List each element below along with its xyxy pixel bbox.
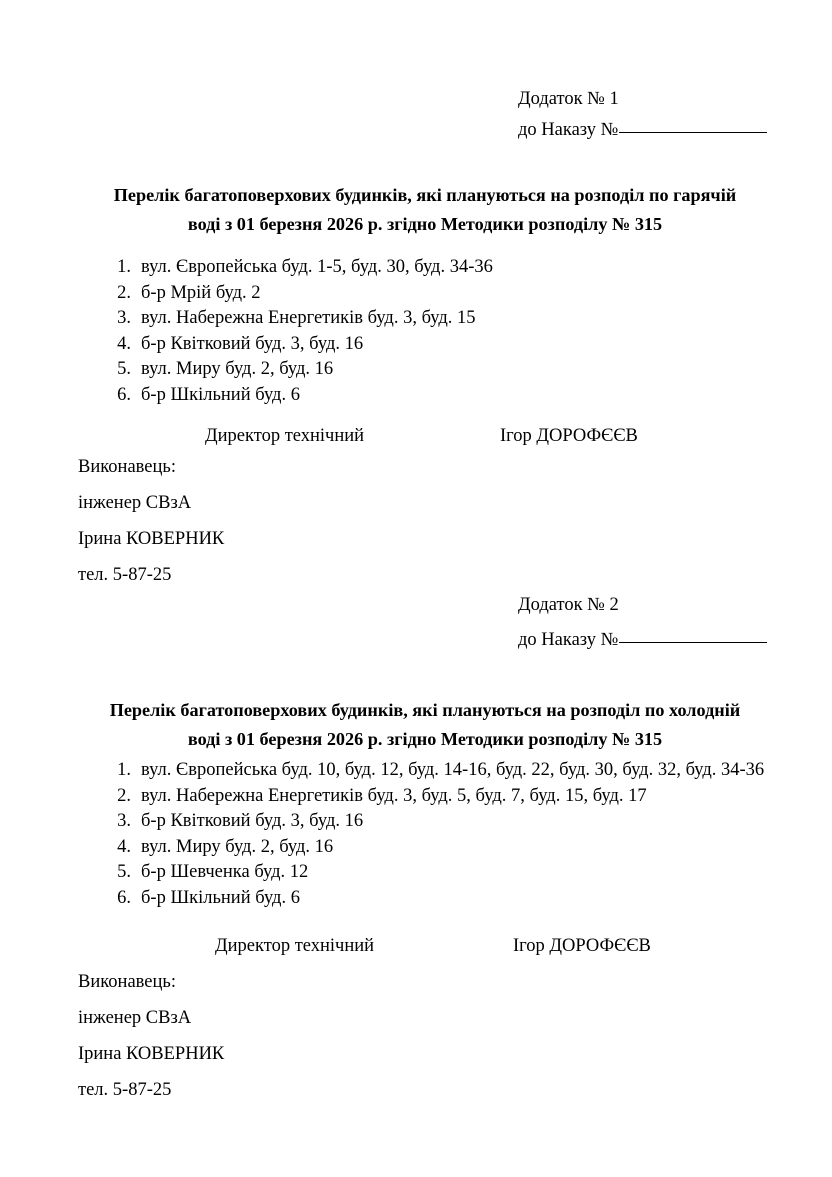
list-item-number: 3. [117, 811, 131, 831]
appendix-label-2: Додаток № 2 [518, 595, 619, 615]
list-item [105, 306, 705, 332]
appendix-order-blank-rule-1 [619, 132, 767, 133]
appendix-header-1 [518, 84, 818, 146]
list-item-label: б-р Шевченка буд. 12 [141, 862, 309, 882]
executor-position: інженер СВзА [78, 493, 192, 513]
list-item-label: б-р Квітковий буд. 3, буд. 16 [141, 333, 364, 354]
address-list-2 [105, 758, 777, 911]
list-item [105, 357, 705, 383]
executor-name: Ірина КОВЕРНИК [78, 1044, 225, 1064]
list-item-number: 6. [117, 887, 131, 908]
director-name-label: Ігор ДОРОФЄЄВ [500, 426, 638, 446]
executor-phone: тел. 5-87-25 [78, 1080, 172, 1100]
list-item [105, 255, 705, 281]
list-item-label: б-р Квітковий буд. 3, буд. 16 [141, 811, 364, 831]
list-item-number: 5. [117, 862, 131, 882]
page-title-1-line1: Перелік багатоповерхових будинків, які плануються на розподіл по гарячій [113, 185, 737, 205]
list-item [105, 784, 777, 810]
list-item-label: вул. Набережна Енергетиків буд. 3, буд. 5, буд. 7, буд. 15, буд. 17 [141, 785, 647, 806]
appendix-order-blank-rule-2 [619, 642, 767, 643]
page-title-1-line2: воді з 01 березня 2026 р. згідно Методики розподілу № 315 [187, 214, 663, 234]
list-item-number: 4. [117, 836, 131, 857]
list-item-label: вул. Європейська буд. 1-5, буд. 30, буд. 34-36 [141, 257, 493, 277]
appendix-order-line-2 [518, 621, 818, 659]
director-name-label: Ігор ДОРОФЄЄВ [513, 936, 651, 956]
list-item-number: 1. [117, 760, 131, 780]
executor-phone: тел. 5-87-25 [78, 565, 172, 585]
executor-label: Виконавець: [78, 457, 176, 477]
signature-role-row-1 [78, 426, 778, 457]
appendix-order-text-2: до Наказу № [518, 630, 619, 650]
list-item-label: б-р Шкільний буд. 6 [141, 384, 300, 405]
list-item-number: 2. [117, 282, 131, 303]
list-item [105, 835, 777, 861]
list-item-label: вул. Європейська буд. 10, буд. 12, буд. 14-16, буд. 22, буд. 30, буд. 32, буд. 34-36 [141, 760, 765, 780]
page-title-1 [78, 181, 772, 239]
list-item-number: 4. [117, 333, 131, 354]
list-item-label: вул. Миру буд. 2, буд. 16 [141, 836, 334, 857]
list-item [105, 809, 777, 835]
list-item [105, 758, 777, 784]
page-title-2 [78, 696, 772, 754]
list-item [105, 383, 705, 409]
executor-name: Ірина КОВЕРНИК [78, 529, 225, 549]
signature-block-1 [78, 426, 778, 585]
appendix-order-text-1: до Наказу № [518, 120, 619, 140]
list-item-label: вул. Набережна Енергетиків буд. 3, буд. 15 [141, 308, 476, 328]
executor-position: інженер СВзА [78, 1008, 192, 1028]
director-role-label: Директор технічний [215, 936, 375, 956]
list-item-label: б-р Мрій буд. 2 [141, 282, 261, 303]
list-item-label: б-р Шкільний буд. 6 [141, 887, 300, 908]
appendix-label-1: Додаток № 1 [518, 89, 619, 109]
address-list-1 [105, 255, 705, 408]
list-item [105, 886, 777, 912]
list-item-number: 1. [117, 257, 131, 277]
appendix-header-2 [518, 590, 818, 659]
appendix-order-line-1 [518, 115, 818, 146]
list-item [105, 332, 705, 358]
executor-label: Виконавець: [78, 972, 176, 992]
page-title-2-line2: воді з 01 березня 2026 р. згідно Методики розподілу № 315 [187, 729, 663, 749]
signature-role-row-2 [78, 936, 778, 967]
signature-block-2 [78, 936, 778, 1100]
list-item [105, 860, 777, 886]
list-item-number: 6. [117, 384, 131, 405]
list-item-number: 3. [117, 308, 131, 328]
list-item-label: вул. Миру буд. 2, буд. 16 [141, 359, 334, 379]
list-item-number: 5. [117, 359, 131, 379]
page-title-2-line1: Перелік багатоповерхових будинків, які плануються на розподіл по холодній [109, 700, 741, 720]
list-item-number: 2. [117, 785, 131, 806]
director-role-label: Директор технічний [205, 426, 365, 446]
list-item [105, 281, 705, 307]
